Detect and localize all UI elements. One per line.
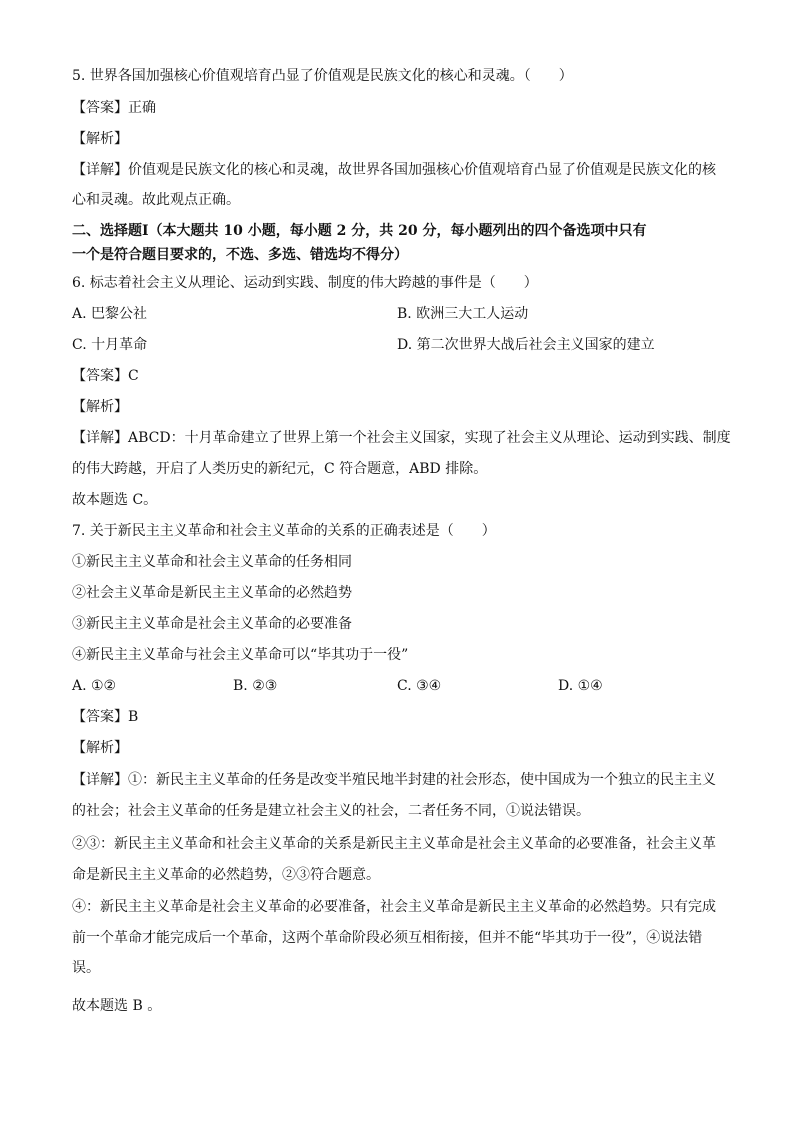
section2-title-line-2: 一个是符合题目要求的，不选、多选、错选均不得分）	[72, 247, 408, 263]
q7-detail-line-2b: 命是新民主主义革命的必然趋势，②③符合题意。	[72, 867, 380, 883]
q6-option-b: B. 欧洲三大工人运动	[397, 306, 529, 322]
q7-option-a: A. ①②	[72, 678, 117, 694]
q6-analysis: 【解析】	[72, 399, 128, 415]
q7-detail-line-3b: 前一个革命才能完成后一个革命，这两个革命阶段必须互相衔接，但并不能“毕其功于一役”，④说法错	[72, 930, 703, 946]
q6-detail-line-1: 【详解】ABCD：十月革命建立了世界上第一个社会主义国家，实现了社会主义从理论、运动到实践、制度	[72, 430, 731, 446]
section2-title-line-1: 二、选择题Ⅰ（本大题共 10 小题，每小题 2 分，共 20 分，每小题列出的四个备选项中只有	[72, 223, 647, 239]
q5-detail-line-2: 心和灵魂。故此观点正确。	[72, 192, 240, 208]
q6-option-d: D. 第二次世界大战后社会主义国家的建立	[397, 337, 655, 353]
q5-answer: 【答案】正确	[72, 100, 156, 116]
q6-stem: 6. 标志着社会主义从理论、运动到实践、制度的伟大跨越的事件是（ ）	[72, 275, 538, 291]
q5-stem: 5. 世界各国加强核心价值观培育凸显了价值观是民族文化的核心和灵魂。（ ）	[72, 68, 573, 84]
q6-answer: 【答案】C	[72, 368, 139, 384]
q7-item-4: ④新民主主义革命与社会主义革命可以“毕其功于一役”	[72, 647, 409, 663]
q7-option-b: B. ②③	[233, 678, 278, 694]
q7-analysis: 【解析】	[72, 740, 128, 756]
q7-option-d: D. ①④	[558, 678, 603, 694]
q7-item-1: ①新民主主义革命和社会主义革命的任务相同	[72, 554, 352, 570]
q7-answer: 【答案】B	[72, 709, 139, 725]
q7-stem: 7. 关于新民主主义革命和社会主义革命的关系的正确表述是（ ）	[72, 523, 496, 539]
q7-detail-line-3c: 误。	[72, 960, 100, 976]
q7-detail-line-1b: 的社会；社会主义革命的任务是建立社会主义的社会，二者任务不同，①说法错误。	[72, 803, 590, 819]
q6-option-c: C. 十月革命	[72, 337, 148, 353]
q7-conclusion: 故本题选 B 。	[72, 998, 162, 1014]
q7-item-3: ③新民主主义革命是社会主义革命的必要准备	[72, 616, 352, 632]
q6-option-a: A. 巴黎公社	[72, 306, 148, 322]
q6-conclusion: 故本题选 C。	[72, 492, 158, 508]
q6-detail-line-2: 的伟大跨越，开启了人类历史的新纪元，C 符合题意，ABD 排除。	[72, 461, 488, 477]
q5-detail-line-1: 【详解】价值观是民族文化的核心和灵魂，故世界各国加强核心价值观培育凸显了价值观是民族文化的核	[72, 162, 716, 178]
q7-detail-line-3a: ④：新民主主义革命是社会主义革命的必要准备，社会主义革命是新民主主义革命的必然趋势。只有完成	[72, 899, 716, 915]
q7-item-2: ②社会主义革命是新民主主义革命的必然趋势	[72, 585, 352, 601]
q7-option-c: C. ③④	[397, 678, 442, 694]
q5-analysis: 【解析】	[72, 131, 128, 147]
q7-detail-line-2a: ②③：新民主主义革命和社会主义革命的关系是新民主主义革命是社会主义革命的必要准备，社会主义革	[72, 836, 716, 852]
q7-detail-line-1a: 【详解】①：新民主主义革命的任务是改变半殖民地半封建的社会形态，使中国成为一个独立的民主主义	[72, 772, 716, 788]
